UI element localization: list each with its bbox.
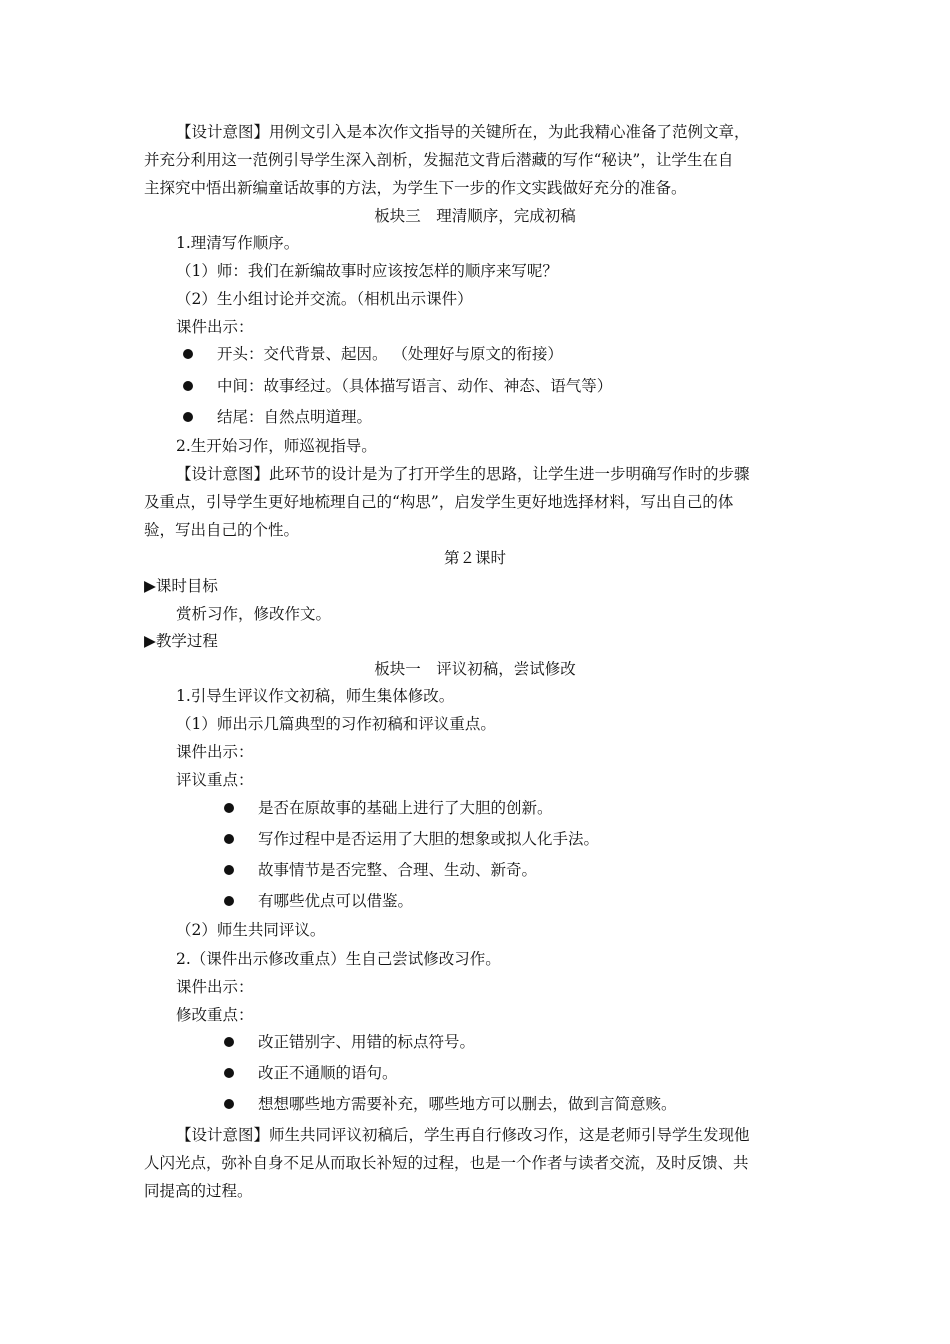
design-intent-paragraph-1-line-3: 主探究中悟出新编童话故事的方法，为学生下一步的作文实践做好充分的准备。 <box>144 179 687 197</box>
courseware-label: 课件出示： <box>176 318 254 336</box>
bullet-dot-icon <box>183 381 193 391</box>
review-points-label: 评议重点： <box>176 771 254 789</box>
section-1-title: 板块一 评议初稿，尝试修改 <box>374 660 576 678</box>
lesson2-step-1-heading: 1.引导生评议作文初稿，师生集体修改。 <box>176 687 455 705</box>
bullet-dot-icon <box>224 1099 234 1109</box>
bullet-dot-icon <box>183 412 193 422</box>
document-page: 【设计意图】用例文引入是本次作文指导的关键所在，为此我精心准备了范例文章， 并充分利用这一范例引导学生深入剖析，发掘范文背后潜藏的写作“秘诀”，让学生在自 主探究中悟出新编童话故事的方法，为学生下一步的作文实践做好充分的准备。 板块三 理清顺序，完成初稿 1.理清写作顺序。 （1）师：我们在新编故事时应该按怎样的顺序来写呢？ （2）生小组讨论并交流。（相机出示课件） 课件出示： 开头：交代背景、起因。 （处理好与原文的衔接） 中间：故事经过。（具体描写语言、动作、神态、语气等） 结尾：自然点明道理。 2.生开始习作，师巡视指导。 【设计意图】此环节的设计是为了打开学生的思路，让学生进一步明确写作时的步骤 及重点，引导学生更好地梳理自己的“构思”，启发学生更好地选择材料，写出自己的体 验，写出自己的个性。 第２课时 ▶课时目标 赏析习作，修改作文。 ▶教学过程 板块一 评议初稿，尝试修改 1.引导生评议作文初稿，师生集体修改。 （1）师出示几篇典型的习作初稿和评议重点。 课件出示： 评议重点： 是否在原故事的基础上进行了大胆的创新。 写作过程中是否运用了大胆的想象或拟人化手法。 故事情节是否完整、合理、生动、新奇。 有哪些优点可以借鉴。 （2）师生共同评议。 2.（课件出示修改重点）生自己尝试修改习作。 课件出示： 修改重点： 改正错别字、用错的标点符号。 改正不通顺的语句。 想想哪些地方需要补充，哪些地方可以删去，做到言简意赅。 【设计意图】师生共同评议初稿后，学生再自行修改习作，这是老师引导学生发现他 人闪光点，弥补自身不足从而取长补短的过程，也是一个作者与读者交流，及时反馈、共 同提高的过程。 <box>0 0 950 1344</box>
courseware-label-2: 课件出示： <box>176 743 254 761</box>
step-2-heading: 2.生开始习作，师巡视指导。 <box>176 437 377 455</box>
design-intent-paragraph-2-line-2: 及重点，引导学生更好地梳理自己的“构思”，启发学生更好地选择材料，写出自己的体 <box>144 493 734 511</box>
question-2: （2）生小组讨论并交流。（相机出示课件） <box>176 290 473 308</box>
design-intent-paragraph-2-line-1: 【设计意图】此环节的设计是为了打开学生的思路，让学生进一步明确写作时的步骤 <box>176 465 750 483</box>
lesson2-step-2-heading: 2.（课件出示修改重点）生自己尝试修改习作。 <box>176 950 501 968</box>
design-intent-paragraph-2-line-3: 验，写出自己的个性。 <box>144 521 300 539</box>
revision-points-label: 修改重点： <box>176 1006 254 1024</box>
bullet-dot-icon <box>183 349 193 359</box>
design-intent-paragraph-3-line-3: 同提高的过程。 <box>144 1182 253 1200</box>
design-intent-paragraph-3-line-1: 【设计意图】师生共同评议初稿后，学生再自行修改习作，这是老师引导学生发现他 <box>176 1126 750 1144</box>
bullet-dot-icon <box>224 834 234 844</box>
lesson2-question-1: （1）师出示几篇典型的习作初稿和评议重点。 <box>176 715 496 733</box>
design-intent-paragraph-1-line-1: 【设计意图】用例文引入是本次作文指导的关键所在，为此我精心准备了范例文章， <box>176 123 750 141</box>
bullet-dot-icon <box>224 803 234 813</box>
step-1-heading: 1.理清写作顺序。 <box>176 234 300 252</box>
courseware-label-3: 课件出示： <box>176 978 254 996</box>
lesson-goal-heading: ▶课时目标 <box>144 577 218 595</box>
lesson-goal-text: 赏析习作，修改作文。 <box>176 605 332 623</box>
bullet-dot-icon <box>224 896 234 906</box>
lesson-2-title: 第２课时 <box>443 549 506 567</box>
teaching-process-heading: ▶教学过程 <box>144 632 218 650</box>
bullet-dot-icon <box>224 865 234 875</box>
section-3-title: 板块三 理清顺序，完成初稿 <box>374 207 576 225</box>
question-1: （1）师：我们在新编故事时应该按怎样的顺序来写呢？ <box>176 262 558 280</box>
bullet-dot-icon <box>224 1068 234 1078</box>
design-intent-paragraph-3-line-2: 人闪光点，弥补自身不足从而取长补短的过程，也是一个作者与读者交流，及时反馈、共 <box>144 1154 749 1172</box>
bullet-dot-icon <box>224 1037 234 1047</box>
lesson2-question-2: （2）师生共同评议。 <box>176 921 326 939</box>
design-intent-paragraph-1-line-2: 并充分利用这一范例引导学生深入剖析，发掘范文背后潜藏的写作“秘诀”，让学生在自 <box>144 151 734 169</box>
